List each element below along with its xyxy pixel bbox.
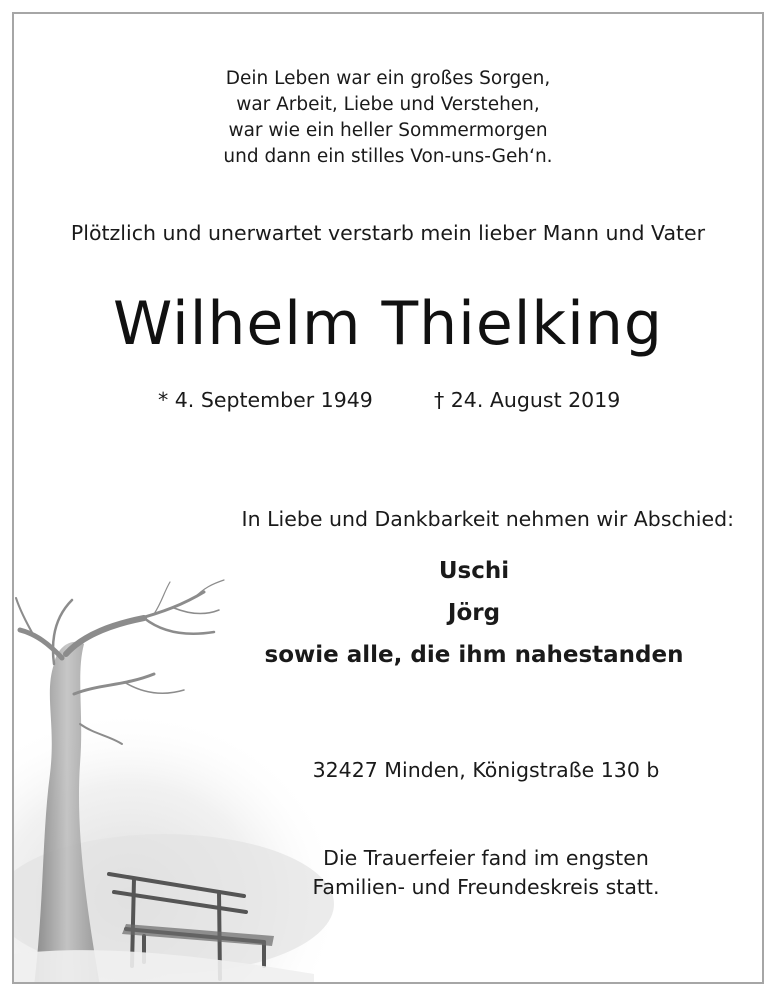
death-date: † 24. August 2019 [434, 388, 621, 412]
family-address: 32427 Minden, Königstraße 130 b [312, 758, 660, 782]
ceremony-line: Familien- und Freundeskreis statt. [312, 875, 660, 899]
farewell-heading: In Liebe und Dankbarkeit nehmen wir Abschied: [241, 507, 734, 531]
poem [14, 66, 762, 170]
poem-line: war wie ein heller Sommermorgen [228, 120, 548, 141]
poem-line: und dann ein stilles Von-uns-Geh‘n. [223, 146, 553, 167]
mourner-name: Jörg [447, 600, 501, 626]
mourner-name: sowie alle, die ihm nahestanden [264, 642, 684, 668]
poem-line: Dein Leben war ein großes Sorgen, [225, 68, 551, 89]
deceased-name: Wilhelm Thielking [113, 289, 663, 359]
poem-line: war Arbeit, Liebe und Verstehen, [236, 94, 540, 115]
ceremony-note [276, 844, 696, 902]
mourner-name: Uschi [438, 558, 510, 584]
announcement-intro: Plötzlich und unerwartet verstarb mein lieber Mann und Vater [70, 221, 706, 245]
obituary-frame [12, 12, 764, 984]
mourners-list [254, 550, 694, 676]
birth-date: * 4. September 1949 [158, 388, 373, 412]
ceremony-line: Die Trauerfeier fand im engsten [323, 846, 649, 870]
